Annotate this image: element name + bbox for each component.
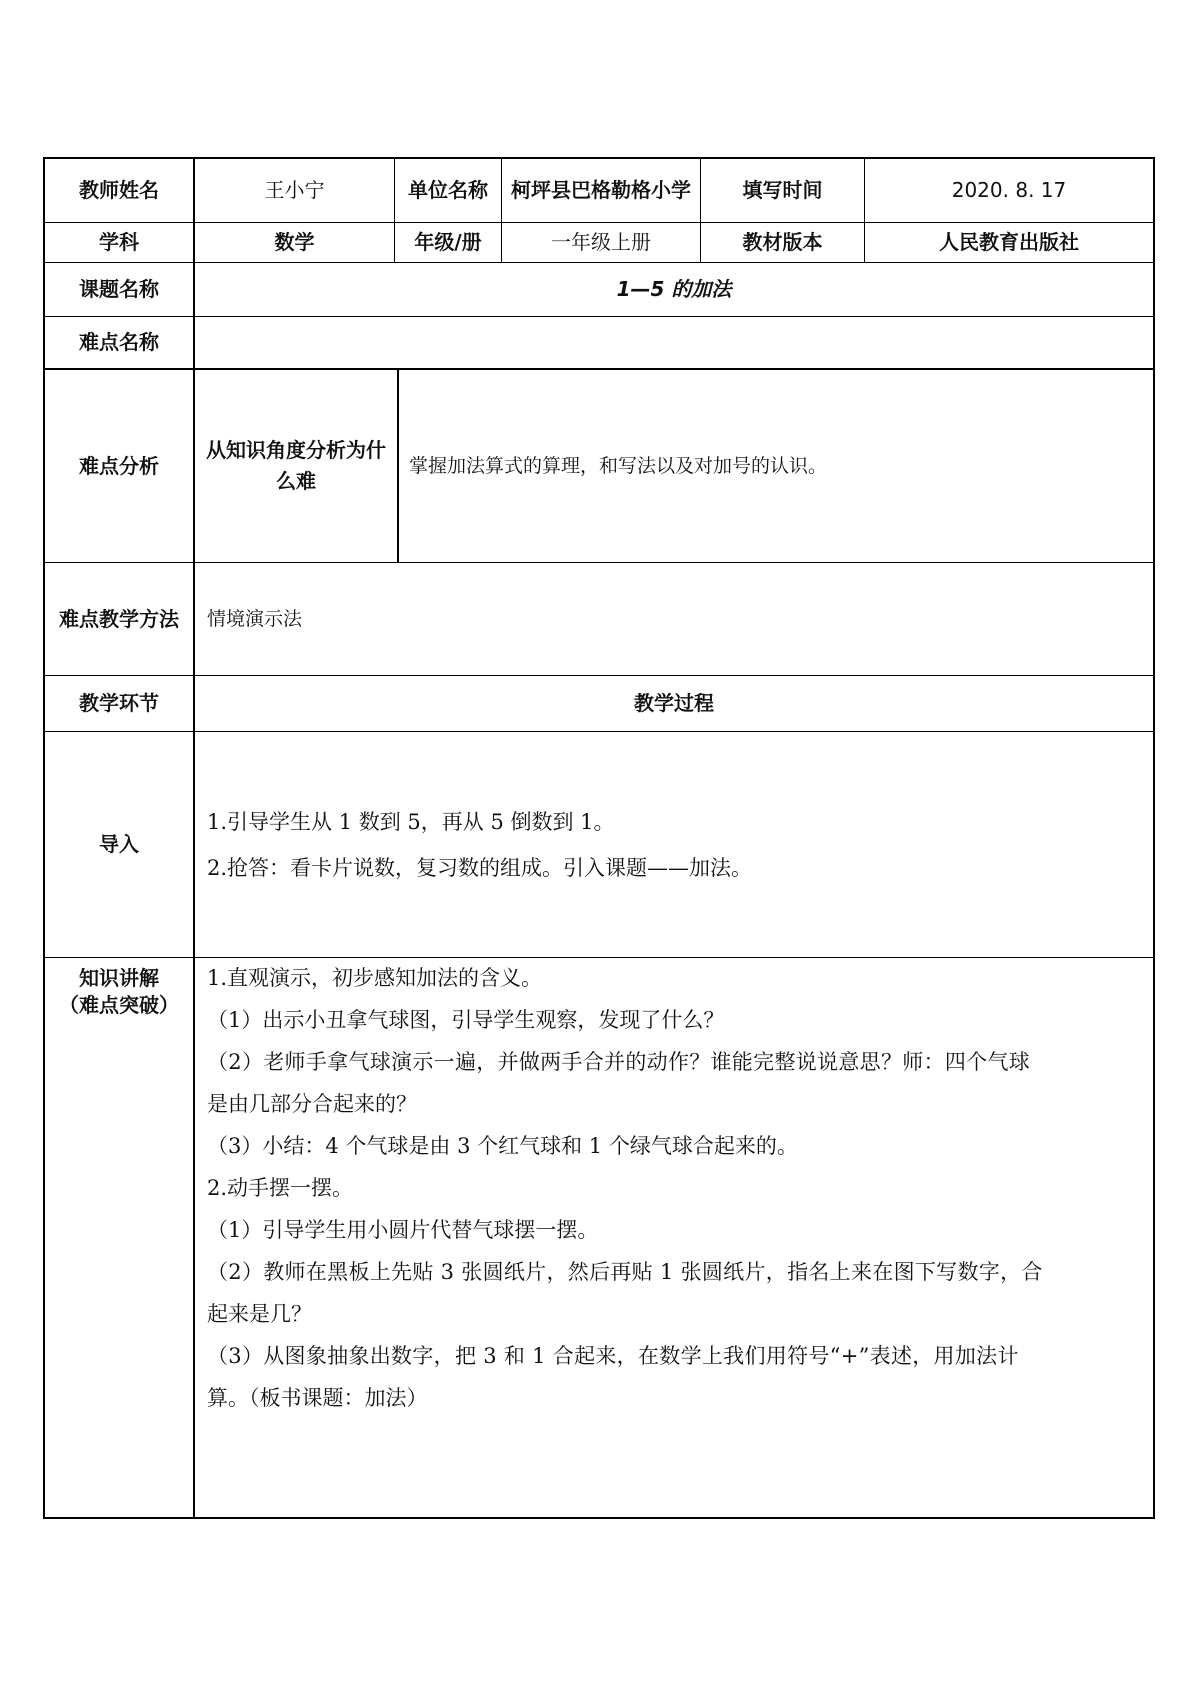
knowledge-label — [45, 959, 193, 1029]
fill-date-value: 2020. 8. 17 — [951, 178, 1067, 202]
knowledge-line: （1）出示小丑拿气球图，引导学生观察，发现了什么？ — [207, 1008, 725, 1032]
knowledge-line: （2）老师手拿气球演示一遍，并做两手合并的动作？谁能完整说说意思？师：四个气球 — [207, 1050, 1031, 1074]
knowledge-line: （3）小结：4 个气球是由 3 个红气球和 1 个绿气球合起来的。 — [207, 1134, 798, 1158]
edition-label: 教材版本 — [742, 230, 823, 254]
knowledge-line: 算。（板书课题：加法） — [207, 1386, 428, 1410]
knowledge-line: 1.直观演示，初步感知加法的含义。 — [207, 966, 543, 990]
unit-name-label: 单位名称 — [408, 178, 488, 202]
knowledge-line: 起来是几？ — [207, 1302, 312, 1326]
fill-date-label: 填写时间 — [742, 178, 823, 202]
grade-label: 年级/册 — [414, 230, 482, 254]
difficulty-name-value — [195, 317, 1153, 368]
knowledge-line: （3）从图象抽象出数字，把 3 和 1 合起来，在数学上我们用符号“+”表述，用加法计 — [207, 1344, 1019, 1368]
grade-value: 一年级上册 — [551, 230, 651, 254]
knowledge-content — [207, 957, 1147, 1419]
intro-line: 2.抢答：看卡片说数，复习数的组成。引入课题——加法。 — [207, 855, 753, 880]
teacher-name-label: 教师姓名 — [79, 178, 159, 202]
teaching-method-label: 难点教学方法 — [59, 606, 179, 631]
topic-value: 1—5 的加法 — [616, 277, 732, 301]
difficulty-name-label: 难点名称 — [79, 330, 159, 354]
knowledge-label-line2: （难点突破） — [59, 993, 179, 1017]
teaching-method-value: 情境演示法 — [207, 607, 303, 630]
analysis-value: 掌握加法算式的算理，和写法以及对加号的认识。 — [409, 454, 828, 477]
unit-name-value: 柯坪县巴格勒格小学 — [511, 178, 691, 202]
knowledge-line: 2.动手摆一摆。 — [207, 1176, 354, 1200]
subject-label: 学科 — [99, 230, 139, 254]
knowledge-label-line1: 知识讲解 — [79, 966, 159, 990]
teacher-name-value: 王小宁 — [264, 178, 325, 202]
intro-label: 导入 — [99, 832, 139, 856]
difficulty-analysis-label: 难点分析 — [79, 453, 159, 478]
edition-value: 人民教育出版社 — [939, 230, 1079, 254]
topic-label: 课题名称 — [79, 277, 159, 301]
lesson-plan-table — [43, 157, 1155, 1519]
teaching-stage-label: 教学环节 — [79, 691, 159, 715]
knowledge-line: 是由几部分合起来的？ — [207, 1092, 417, 1116]
knowledge-line: （2）教师在黑板上先贴 3 张圆纸片，然后再贴 1 张圆纸片，指名上来在图下写数字，合 — [207, 1260, 1043, 1284]
subject-value: 数学 — [274, 230, 315, 254]
intro-line: 1.引导学生从 1 数到 5，再从 5 倒数到 1。 — [207, 809, 615, 834]
col-divider — [397, 368, 399, 562]
analysis-sublabel: 从知识角度分析为什么难 — [206, 438, 386, 493]
intro-content — [207, 732, 1147, 957]
knowledge-line: （1）引导学生用小圆片代替气球摆一摆。 — [207, 1218, 599, 1242]
teaching-process-header: 教学过程 — [634, 691, 714, 715]
